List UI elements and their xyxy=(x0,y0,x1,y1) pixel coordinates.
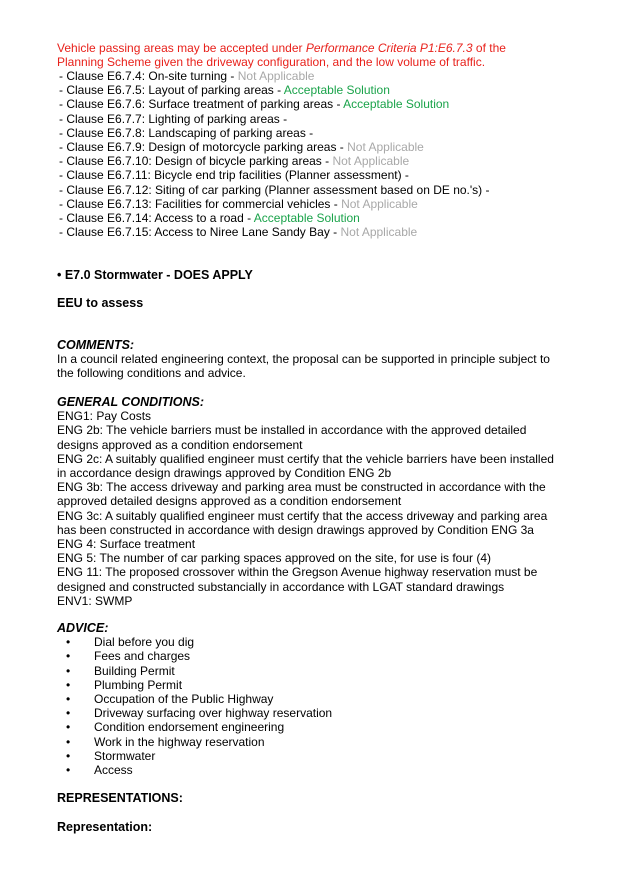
condition-line: ENG 3b: The access driveway and parking area must be constructed in accordance with the xyxy=(57,480,546,495)
bullet-icon: • xyxy=(66,763,71,778)
clause-item xyxy=(57,126,577,140)
bullet-icon: • xyxy=(66,677,71,692)
condition-line: has been constructed in accordance with design drawings approved by Condition ENG 3a xyxy=(57,522,534,537)
clause-item xyxy=(57,211,577,225)
advice-section xyxy=(57,621,577,777)
comments-section xyxy=(57,338,577,381)
clause-status: Not Applicable xyxy=(340,225,418,240)
general-conditions-heading: GENERAL CONDITIONS: xyxy=(57,395,204,409)
clause-item xyxy=(57,154,577,168)
condition-line: ENG 4: Surface treatment xyxy=(57,537,196,552)
general-conditions-section xyxy=(57,395,577,608)
clause-text: - Clause E6.7.4: On-site turning - xyxy=(59,69,238,83)
clause-text: - Clause E6.7.9: Design of motorcycle parking areas - xyxy=(59,140,348,155)
clause-text: - Clause E6.7.14: Access to a road - xyxy=(59,211,254,226)
performance-criteria-ref: Performance Criteria P1:E6.7.3 xyxy=(305,41,473,55)
clause-item xyxy=(57,225,577,239)
advice-item-text: Stormwater xyxy=(94,748,156,763)
bullet-icon: • xyxy=(66,720,71,735)
clause-text: - Clause E6.7.15: Access to Niree Lane Sandy Bay - xyxy=(59,225,341,240)
clause-item xyxy=(57,140,577,154)
stormwater-heading: • E7.0 Stormwater - DOES APPLY xyxy=(57,268,253,282)
clause-list xyxy=(57,69,577,239)
clause-item xyxy=(57,168,577,182)
advice-item-text: Work in the highway reservation xyxy=(94,734,265,749)
condition-line: designed and constructed substancially in accordance with LGAT standard drawings xyxy=(57,579,505,594)
condition-line: designs approved as a condition endorsement xyxy=(57,437,303,452)
bullet-icon: • xyxy=(66,663,71,678)
clause-text: - Clause E6.7.7: Lighting of parking areas - xyxy=(59,111,288,126)
condition-line: ENG 5: The number of car parking spaces approved on the site, for use is four (4) xyxy=(57,551,491,566)
clause-text: - Clause E6.7.10: Design of bicycle parking areas - xyxy=(59,154,333,169)
advice-heading: ADVICE: xyxy=(57,621,109,635)
condition-line: ENG 2c: A suitably qualified engineer must certify that the vehicle barriers have been installed xyxy=(57,451,554,466)
advice-item-text: Access xyxy=(94,763,133,778)
clause-text: - Clause E6.7.5: Layout of parking areas - xyxy=(59,83,284,98)
bullet-icon: • xyxy=(66,649,71,664)
clause-text: - Clause E6.7.11: Bicycle end trip facilities (Planner assessment) - xyxy=(59,168,409,183)
clause-status: Acceptable Solution xyxy=(283,83,390,98)
clause-text: - Clause E6.7.8: Landscaping of parking areas - xyxy=(59,125,314,140)
advice-item-text: Dial before you dig xyxy=(94,635,195,650)
passing-areas-note xyxy=(57,41,577,69)
advice-item xyxy=(57,749,577,763)
condition-line: ENV1: SWMP xyxy=(57,593,133,608)
advice-item xyxy=(57,635,577,649)
eeu-assess-text: EEU to assess xyxy=(57,296,144,310)
clause-status: Not Applicable xyxy=(332,154,410,169)
clause-text: - Clause E6.7.12: Siting of car parking (Planner assessment based on DE no.'s) - xyxy=(59,182,490,197)
comments-heading: COMMENTS: xyxy=(57,338,135,352)
clause-status: Not Applicable xyxy=(341,196,418,211)
advice-item xyxy=(57,706,577,720)
advice-item xyxy=(57,649,577,663)
condition-line: ENG 3c: A suitably qualified engineer must certify that the access driveway and parking area xyxy=(57,508,548,523)
representations-heading: REPRESENTATIONS: xyxy=(57,791,183,805)
advice-item xyxy=(57,678,577,692)
advice-item-text: Building Permit xyxy=(94,663,175,678)
clause-item xyxy=(57,112,577,126)
clause-item xyxy=(57,83,577,97)
bullet-icon: • xyxy=(66,706,71,721)
advice-item xyxy=(57,720,577,734)
comment-line: the following conditions and advice. xyxy=(57,366,246,381)
bullet-icon: • xyxy=(66,692,71,707)
clause-text: - Clause E6.7.13: Facilities for commercial vehicles - xyxy=(59,196,342,211)
condition-line: in accordance design drawings approved by Condition ENG 2b xyxy=(57,466,392,481)
passing-areas-line-2: Planning Scheme given the driveway configuration, and the low volume of traffic. xyxy=(57,55,486,70)
bullet-icon: • xyxy=(66,748,71,763)
clause-item xyxy=(57,97,577,111)
passing-areas-line-1: Vehicle passing areas may be accepted under Performance Criteria P1:E6.7.3 of the xyxy=(57,41,506,55)
advice-item-text: Fees and charges xyxy=(94,649,191,664)
clause-item xyxy=(57,197,577,211)
clause-text: - Clause E6.7.6: Surface treatment of parking areas - xyxy=(59,97,344,112)
advice-item-text: Condition endorsement engineering xyxy=(94,720,285,735)
clause-item xyxy=(57,183,577,197)
representation-label: Representation: xyxy=(57,820,153,834)
clause-status: Acceptable Solution xyxy=(253,211,360,226)
condition-line: approved detailed designs approved as a condition endorsement xyxy=(57,494,402,509)
clause-status: Not Applicable xyxy=(237,69,315,83)
condition-line: ENG 11: The proposed crossover within the Gregson Avenue highway reservation must be xyxy=(57,565,538,580)
advice-item-text: Plumbing Permit xyxy=(94,677,183,692)
comment-line: In a council related engineering context, the proposal can be supported in principle subject to xyxy=(57,352,550,367)
advice-item xyxy=(57,735,577,749)
advice-item xyxy=(57,664,577,678)
clause-status: Acceptable Solution xyxy=(343,97,450,112)
clause-item xyxy=(57,69,577,83)
advice-item xyxy=(57,692,577,706)
bullet-icon: • xyxy=(66,635,71,650)
condition-line: ENG 2b: The vehicle barriers must be installed in accordance with the approved detailed xyxy=(57,423,527,438)
advice-item xyxy=(57,763,577,777)
advice-item-text: Occupation of the Public Highway xyxy=(94,692,274,707)
advice-item-text: Driveway surfacing over highway reservation xyxy=(94,706,333,721)
bullet-icon: • xyxy=(66,734,71,749)
clause-status: Not Applicable xyxy=(347,140,424,155)
condition-line: ENG1: Pay Costs xyxy=(57,409,152,424)
